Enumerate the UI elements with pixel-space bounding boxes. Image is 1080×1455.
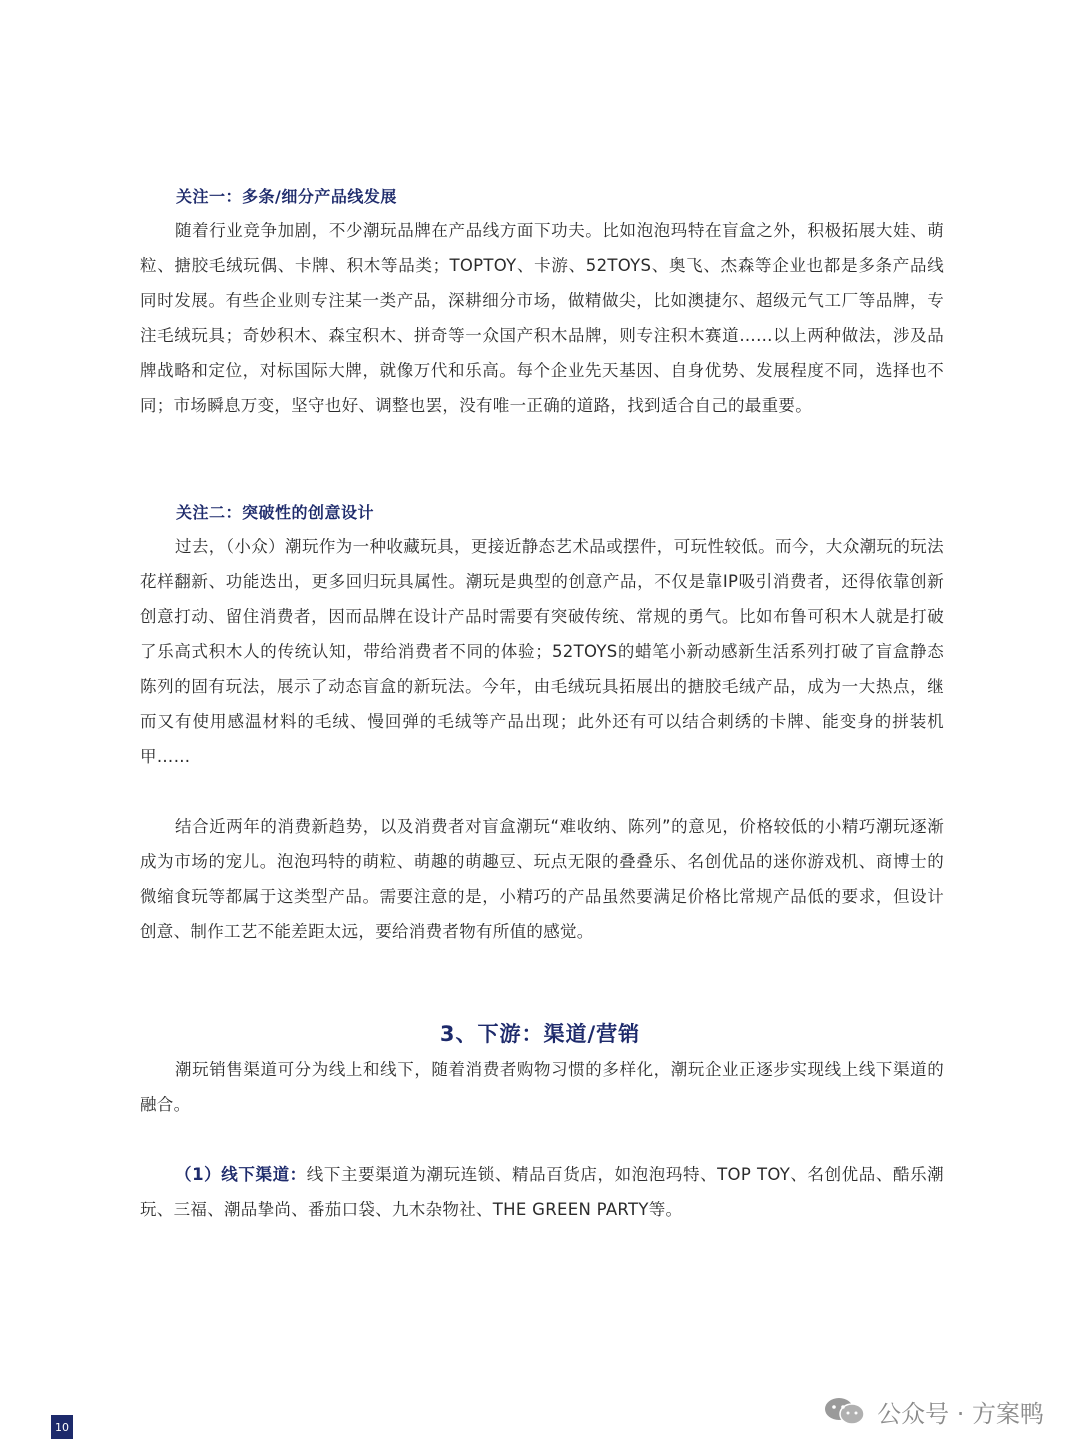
page-number-badge xyxy=(51,1415,73,1439)
offline-channel-paragraph xyxy=(140,1157,944,1227)
page-number: 10 xyxy=(55,1420,69,1434)
wechat-icon xyxy=(823,1396,867,1426)
section3-paragraph: 潮玩销售渠道可分为线上和线下，随着消费者购物习惯的多样化，潮玩企业正逐步实现线上线下渠道的融合。 xyxy=(140,1060,944,1114)
section2-heading: 关注二：突破性的创意设计 xyxy=(176,503,375,522)
section2-paragraph-1: 过去，（小众）潮玩作为一种收藏玩具，更接近静态艺术品或摆件，可玩性较低。而今，大众潮玩的玩法花样翻新、功能迭出，更多回归玩具属性。潮玩是典型的创意产品，不仅是靠IP吸引消费者，还得依靠创新创意打动、留住消费者，因而品牌在设计产品时需要有突破传统、常规的勇气。比如布鲁可积木人就是打破了乐高式积木人的传统认知，带给消费者不同的体验；52TOYS的蜡笔小新动感新生活系列打破了盲盒静态陈列的固有玩法，展示了动态盲盒的新玩法。今年，由毛绒玩具拓展出的搪胶毛绒产品，成为一大热点，继而又有使用感温材料的毛绒、慢回弹的毛绒等产品出现；此外还有可以结合刺绣的卡牌、能变身的拼装机甲…… xyxy=(140,537,944,766)
offline-channel-label: （1）线下渠道： xyxy=(175,1165,307,1184)
section1-paragraph: 随着行业竞争加剧，不少潮玩品牌在产品线方面下功夫。比如泡泡玛特在盲盒之外，积极拓展大娃、萌粒、搪胶毛绒玩偶、卡牌、积木等品类；TOPTOY、卡游、52TOYS、奥飞、杰森等企业也都是多条产品线同时发展。有些企业则专注某一类产品，深耕细分市场，做精做尖，比如澳捷尔、超级元气工厂等品牌，专注毛绒玩具；奇妙积木、森宝积木、拼奇等一众国产积木品牌，则专注积木赛道……以上两种做法，涉及品牌战略和定位，对标国际大牌，就像万代和乐高。每个企业先天基因、自身优势、发展程度不同，选择也不同；市场瞬息万变，坚守也好、调整也罢，没有唯一正确的道路，找到适合自己的最重要。 xyxy=(140,221,944,415)
section3-title: 3、下游：渠道/营销 xyxy=(439,1022,641,1046)
watermark-text: 公众号 · 方案鸭 xyxy=(877,1399,1044,1428)
offline-channel-text: 线下主要渠道为潮玩连锁、精品百货店，如泡泡玛特、TOP TOY、名创优品、酷乐潮玩、三福、潮品挚尚、番茄口袋、九木杂物社、THE GREEN PARTY等。 xyxy=(140,1165,944,1219)
section2-paragraph-2: 结合近两年的消费新趋势，以及消费者对盲盒潮玩“难收纳、陈列”的意见，价格较低的小精巧潮玩逐渐成为市场的宠儿。泡泡玛特的萌粒、萌趣的萌趣豆、玩点无限的叠叠乐、名创优品的迷你游戏机、商博士的微缩食玩等都属于这类型产品。需要注意的是，小精巧的产品虽然要满足价格比常规产品低的要求，但设计创意、制作工艺不能差距太远，要给消费者物有所值的感觉。 xyxy=(140,817,944,941)
wechat-watermark xyxy=(823,1391,1044,1431)
section1-heading: 关注一：多条/细分产品线发展 xyxy=(176,187,397,206)
